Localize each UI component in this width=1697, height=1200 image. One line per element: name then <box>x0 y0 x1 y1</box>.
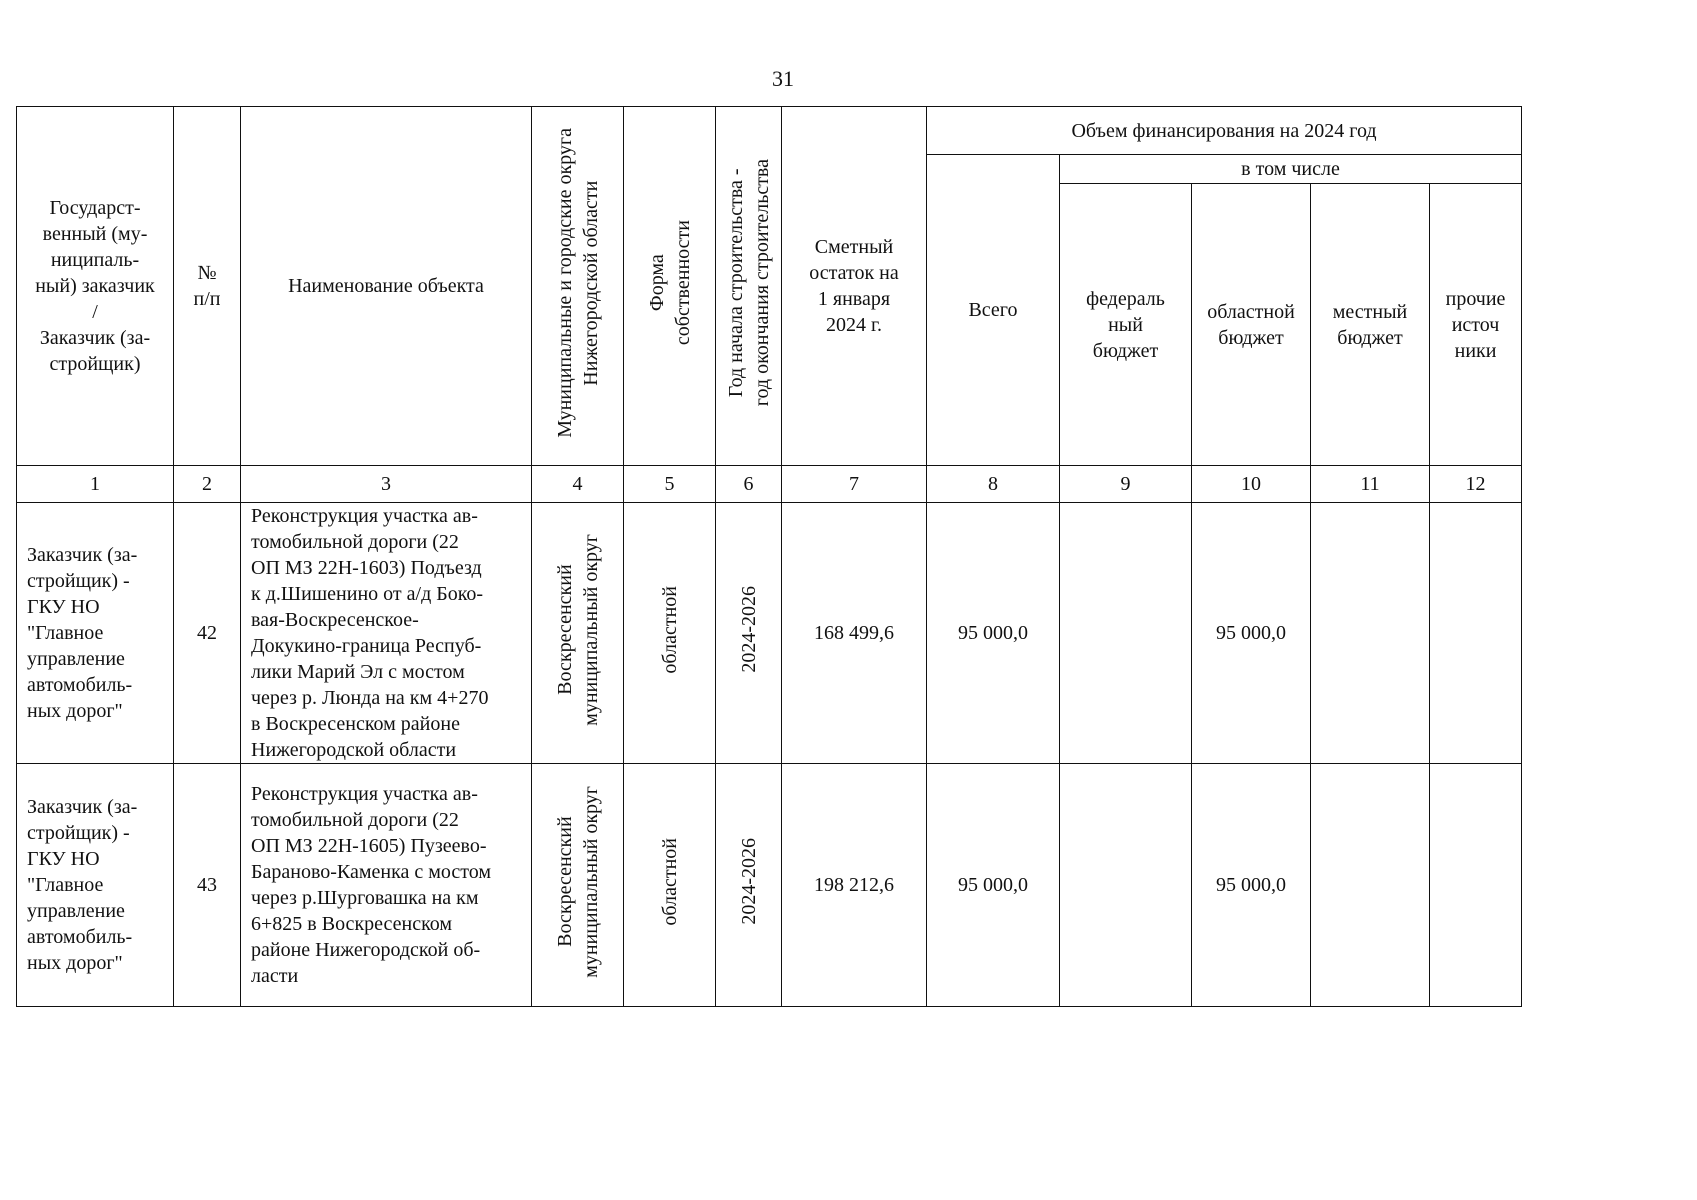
header-num: № п/п <box>174 107 241 466</box>
header-total: Всего <box>927 155 1060 466</box>
column-number: 8 <box>927 466 1060 503</box>
column-numbers-row <box>17 466 1522 503</box>
row-ownership-cell <box>624 764 716 1007</box>
row-municipality-cell <box>532 764 624 1007</box>
row-ownership: областной <box>658 585 681 674</box>
row-other <box>1430 764 1522 1007</box>
column-number: 1 <box>17 466 174 503</box>
row-regional: 95 000,0 <box>1192 764 1311 1007</box>
header-ownership: Форма собственности <box>645 219 694 346</box>
column-number: 10 <box>1192 466 1311 503</box>
row-local <box>1311 764 1430 1007</box>
header-years: Год начала строительства - год окончания строительства <box>724 158 773 407</box>
column-number: 7 <box>782 466 927 503</box>
row-object-name: Реконструкция участка ав- томобильной дороги (22 ОП МЗ 22Н-1605) Пузеево- Бараново-Каменка с мостом через р.Шурговашка на км 6+825 в Воскресенском районе Нижегородской об- ласти <box>241 764 532 1007</box>
row-other <box>1430 503 1522 764</box>
row-years-cell <box>716 764 782 1007</box>
header-customer: Государст- венный (му- ниципаль- ный) заказчик / Заказчик (за- стройщик) <box>17 107 174 466</box>
column-number: 4 <box>532 466 624 503</box>
row-ownership-cell <box>624 503 716 764</box>
row-num: 42 <box>174 503 241 764</box>
header-municipality-cell <box>532 107 624 466</box>
header-funding-group: Объем финансирования на 2024 год <box>927 107 1522 155</box>
row-ownership: областной <box>658 837 681 926</box>
header-municipality: Муниципальные и городские округа Нижегородской области <box>553 127 602 438</box>
row-total: 95 000,0 <box>927 503 1060 764</box>
row-estimate-remainder: 168 499,6 <box>782 503 927 764</box>
header-other: прочие источ ники <box>1430 184 1522 466</box>
row-object-name: Реконструкция участка ав- томобильной дороги (22 ОП МЗ 22Н-1603) Подъезд к д.Шишенино от а/д Боко- вая-Воскресенское- Докукино-граница Респуб- лики Марий Эл с мостом через р. Люнда на км 4+270 в Воскресенском районе Нижегородской области <box>241 503 532 764</box>
row-num: 43 <box>174 764 241 1007</box>
row-years: 2024-2026 <box>737 838 760 925</box>
row-years-cell <box>716 503 782 764</box>
row-years: 2024-2026 <box>737 586 760 673</box>
header-local: местный бюджет <box>1311 184 1430 466</box>
financing-table <box>16 106 1522 1007</box>
row-estimate-remainder: 198 212,6 <box>782 764 927 1007</box>
row-federal <box>1060 503 1192 764</box>
table-row <box>17 503 1522 764</box>
column-number: 11 <box>1311 466 1430 503</box>
header-ownership-cell <box>624 107 716 466</box>
row-total: 95 000,0 <box>927 764 1060 1007</box>
row-customer: Заказчик (за- стройщик) - ГКУ НО "Главное управление автомобиль- ных дорог" <box>17 764 174 1007</box>
page-number: 31 <box>772 66 794 91</box>
row-municipality-cell <box>532 503 624 764</box>
row-municipality: Воскресенский муниципальный округ <box>553 785 602 978</box>
header-regional: областной бюджет <box>1192 184 1311 466</box>
header-object-name: Наименование объекта <box>241 107 532 466</box>
column-number: 5 <box>624 466 716 503</box>
column-number: 6 <box>716 466 782 503</box>
row-municipality: Воскресенский муниципальный округ <box>553 533 602 726</box>
row-customer: Заказчик (за- стройщик) - ГКУ НО "Главное управление автомобиль- ных дорог" <box>17 503 174 764</box>
header-years-cell <box>716 107 782 466</box>
header-including: в том числе <box>1060 155 1522 184</box>
table-row <box>17 764 1522 1007</box>
column-number: 9 <box>1060 466 1192 503</box>
header-estimate-remainder: Сметный остаток на 1 января 2024 г. <box>782 107 927 466</box>
row-local <box>1311 503 1430 764</box>
column-number: 2 <box>174 466 241 503</box>
header-federal: федераль ный бюджет <box>1060 184 1192 466</box>
row-federal <box>1060 764 1192 1007</box>
row-regional: 95 000,0 <box>1192 503 1311 764</box>
column-number: 3 <box>241 466 532 503</box>
column-number: 12 <box>1430 466 1522 503</box>
